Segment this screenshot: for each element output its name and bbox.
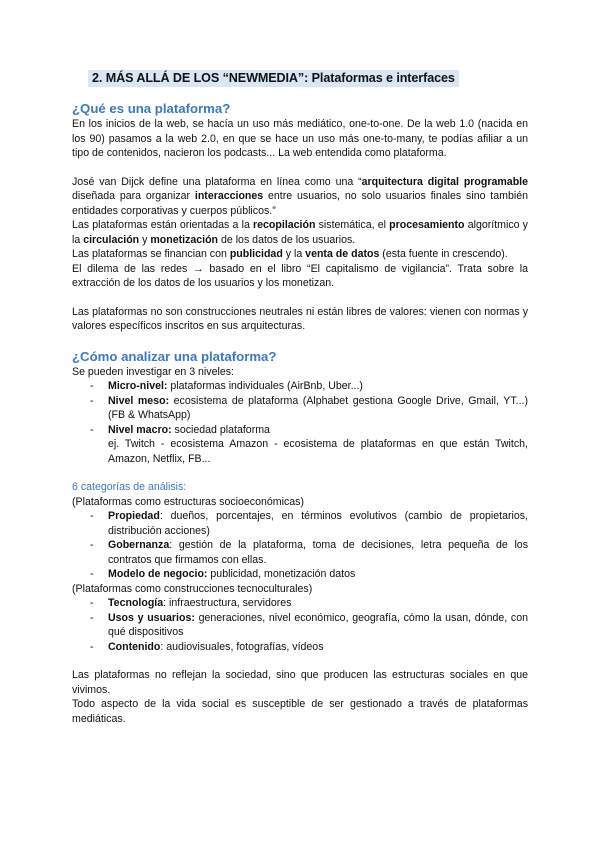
section-title: 2. MÁS ALLÁ DE LOS “NEWMEDIA”: Plataformas e interfaces: [88, 70, 459, 87]
paragraph-financing: Las plataformas se financian con publicidad y la venta de datos (esta fuente in crescendo).: [72, 248, 508, 260]
heading-how-to-analyze: ¿Cómo analizar una plataforma?: [72, 348, 277, 364]
paragraph-web-history: En los inicios de la web, se hacía un uso más mediático, one-to-one. De la web 1.0 (nacida en los 90) pasamos a la web 2.0, en que se hace un uso más one-to-many, te podías afiliar a un tipo de contenidos, nacieron los podcasts... La web entendida como plataforma.: [72, 118, 528, 159]
paragraph-orientation: Las plataformas están orientadas a la recopilación sistemática, el procesamiento algorítmico y la circulación y monetización de los datos de los usuarios.: [72, 219, 528, 246]
list-item: - Tecnología: infraestructura, servidores: [90, 596, 528, 611]
group-socioeconomic: (Plataformas como estructuras socioeconómicas): [72, 495, 304, 508]
levels-intro: Se pueden investigar en 3 niveles:: [72, 365, 234, 378]
macro-example: ej. Twitch - ecosistema Amazon - ecosistema de plataformas en que están Twitch, Amazon, Netflix, FB...: [108, 438, 528, 465]
list-item: - Usos y usuarios: generaciones, nivel económico, geografía, cómo la usan, dónde, con qué dispositivos: [90, 611, 528, 640]
list-item: - Propiedad: dueños, porcentajes, en términos evolutivos (cambio de propietarios, distribución acciones): [90, 509, 528, 538]
paragraph-closing-1: Las plataformas no reflejan la sociedad, sino que producen las estructuras sociales en que vivimos.: [72, 669, 528, 696]
heading-categories: 6 categorías de análisis:: [72, 481, 187, 493]
list-item: - Nivel meso: ecosistema de plataforma (Alphabet gestiona Google Drive, Gmail, YT...) (FB & WhatsApp): [90, 394, 528, 423]
list-item: - Contenido: audiovisuales, fotografías, vídeos: [90, 640, 528, 655]
paragraph-dilemma: El dilema de las redes → basado en el libro “El capitalismo de vigilancia”. Trata sobre la extracción de los datos de los usuarios y los monetizan.: [72, 262, 528, 289]
paragraph-closing-2: Todo aspecto de la vida social es susceptible de ser gestionado a través de plataformas mediáticas.: [72, 698, 528, 725]
list-item: - Micro-nivel: plataformas individuales (AirBnb, Uber...): [90, 379, 528, 394]
list-item: - Nivel macro: sociedad plataforma ej. Twitch - ecosistema Amazon - ecosistema de plataformas en que están Twitch, Amazon, Netflix, FB...: [90, 423, 528, 467]
levels-list: [72, 379, 528, 466]
document-body: [72, 100, 528, 726]
categories-list-2: [72, 596, 528, 654]
heading-what-is-platform: ¿Qué es una plataforma?: [72, 101, 231, 116]
list-item: - Gobernanza: gestión de la plataforma, toma de decisiones, letra pequeña de los contratos que firmamos con ellas.: [90, 538, 528, 567]
paragraph-not-neutral: Las plataformas no son construcciones neutrales ni están libres de valores: vienen con normas y valores específicos inscritos en sus arquitecturas.: [72, 305, 528, 332]
list-item: - Modelo de negocio: publicidad, monetización datos: [90, 567, 528, 582]
paragraph-van-dijck: José van Dijck define una plataforma en línea como una “arquitectura digital programable diseñada para organizar interacciones entre usuarios, no solo usuarios finales sino también entidades corporativas y cuerpos públicos.”: [72, 175, 528, 217]
categories-list-1: [72, 509, 528, 582]
group-technocultural: (Plataformas como construcciones tecnoculturales): [72, 582, 313, 595]
